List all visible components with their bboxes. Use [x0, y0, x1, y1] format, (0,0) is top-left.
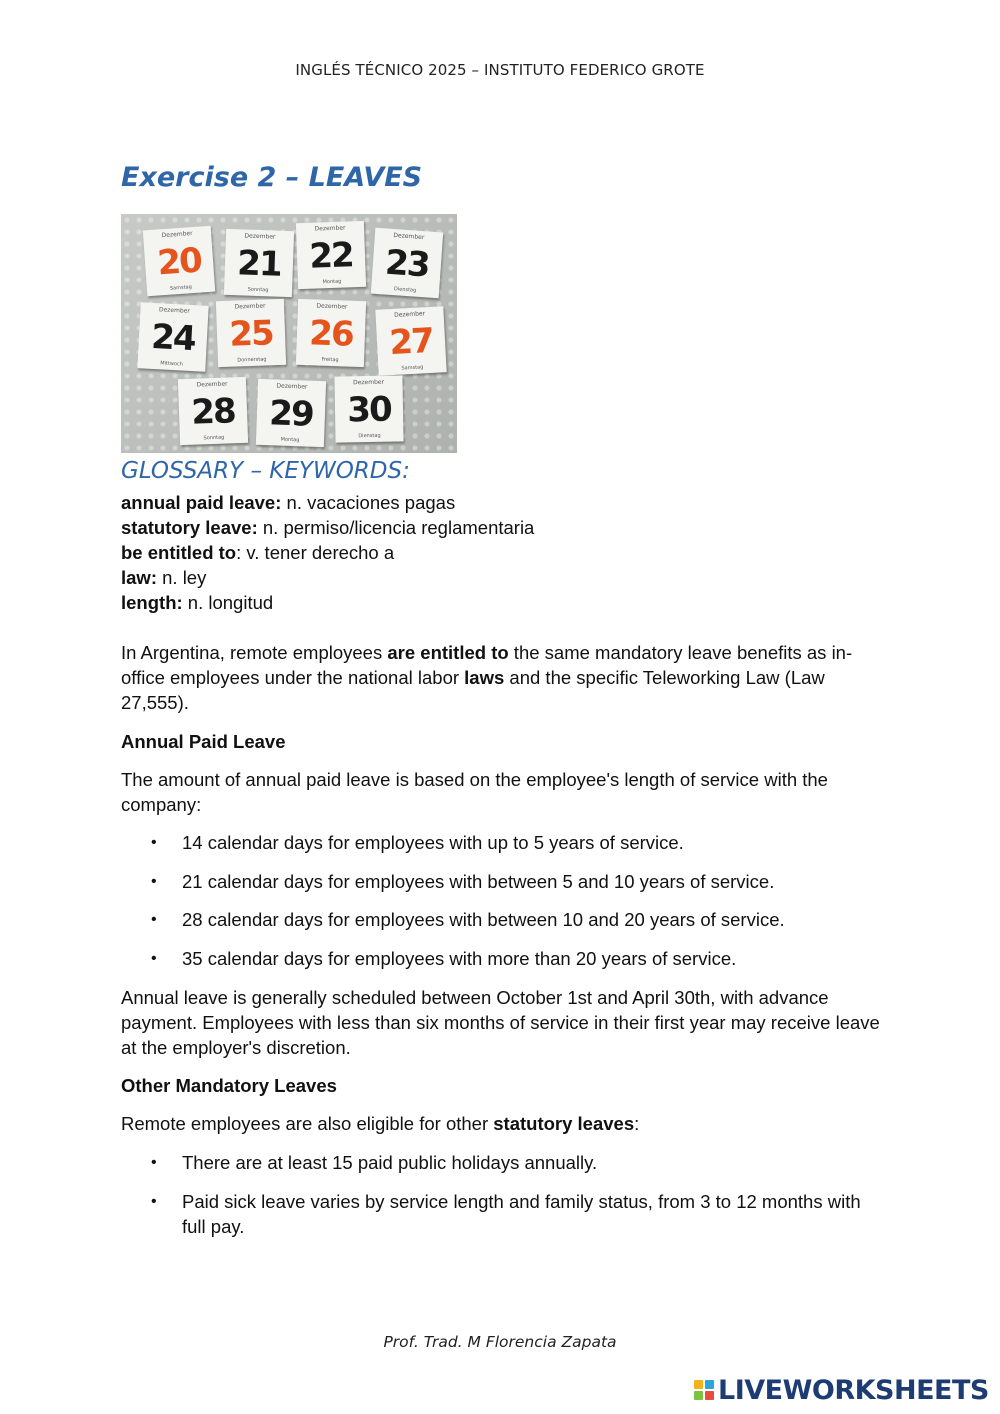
- calendar-sheet: [296, 299, 366, 367]
- calendar-sheet-weekday: Dienstag: [393, 286, 417, 294]
- logo-square: [694, 1391, 703, 1400]
- calendar-sheet-day: 29: [268, 393, 314, 435]
- calendar-sheet-day: 28: [190, 391, 236, 433]
- calendar-sheet-day: 30: [346, 389, 392, 431]
- calendar-sheet-weekday: Mittwoch: [160, 360, 184, 368]
- calendar-sheet-day: 27: [388, 320, 434, 364]
- calendar-photo: [121, 214, 457, 453]
- glossary-term: annual paid leave:: [121, 492, 282, 513]
- glossary-term: length:: [121, 592, 183, 613]
- logo-square: [694, 1380, 703, 1389]
- page-header: INGLÉS TÉCNICO 2025 – INSTITUTO FEDERICO GROTE: [295, 61, 705, 79]
- other-leaves-heading: Other Mandatory Leaves: [121, 1075, 337, 1096]
- calendar-sheet-month: Dezember: [244, 232, 276, 241]
- list-item: • 14 calendar days for employees with up to 5 years of service.: [121, 830, 881, 855]
- page-title: Exercise 2 – LEAVES: [121, 162, 423, 193]
- liveworksheets-brand[interactable]: [694, 1374, 989, 1406]
- calendar-sheet-month: Dezember: [393, 231, 425, 242]
- glossary-definition: n. vacaciones pagas: [281, 492, 456, 513]
- calendar-sheet-weekday: Samstag: [401, 364, 424, 372]
- glossary-term: be entitled to: [121, 542, 237, 563]
- annual-leave-intro: The amount of annual paid leave is based on the employee's length of service with the company:: [121, 769, 828, 815]
- intro-paragraph: [121, 640, 881, 715]
- calendar-sheet: [216, 299, 286, 367]
- calendar-sheet-month: Dezember: [276, 382, 308, 391]
- glossary-term: statutory leave:: [121, 517, 258, 538]
- glossary-definition: n. ley: [156, 567, 207, 588]
- glossary-list: [121, 490, 534, 615]
- calendar-sheet-weekday: Montag: [322, 278, 342, 286]
- calendar-sheet: [256, 379, 326, 447]
- calendar-sheet-weekday: Donnerstag: [237, 356, 267, 364]
- calendar-sheet-month: Dezember: [196, 380, 228, 389]
- glossary-item: [121, 590, 534, 615]
- calendar-sheet-weekday: Sonntag: [203, 434, 225, 442]
- calendar-sheet-weekday: Sonntag: [247, 286, 269, 294]
- calendar-sheet-day: 22: [308, 235, 354, 277]
- glossary-item: [121, 565, 534, 590]
- calendar-sheet-weekday: Montag: [280, 436, 300, 444]
- glossary-definition: n. permiso/licencia reglamentaria: [257, 517, 535, 538]
- calendar-sheet: [371, 228, 443, 299]
- glossary-term: law:: [121, 567, 157, 588]
- glossary-definition: : v. tener derecho a: [236, 542, 395, 563]
- calendar-sheet-day: 23: [383, 242, 430, 286]
- calendar-sheet: [178, 377, 248, 445]
- calendar-sheet: [224, 229, 294, 297]
- intro-text: the same mandatory leave benefits as in-office employees under the national labor: [121, 642, 853, 688]
- other-intro-text: :: [634, 1113, 640, 1134]
- calendar-sheet-month: Dezember: [393, 310, 426, 319]
- calendar-sheet-day: 25: [228, 313, 274, 355]
- intro-text: and the specific Teleworking Law (Law 27,555).: [121, 667, 825, 713]
- brand-name: LIVEWORKSHEETS: [718, 1374, 989, 1406]
- list-item: • There are at least 15 paid public holidays annually.: [121, 1150, 881, 1175]
- calendar-sheet-weekday: Samstag: [169, 284, 193, 292]
- other-intro-text: Remote employees are also eligible for other: [121, 1113, 494, 1134]
- calendar-sheet: [143, 226, 215, 297]
- list-item: • Paid sick leave varies by service length and family status, from 3 to 12 months with full pay.: [121, 1189, 881, 1239]
- other-intro-keyword: statutory leaves: [493, 1113, 635, 1134]
- list-item: • 35 calendar days for employees with more than 20 years of service.: [121, 946, 881, 971]
- logo-square: [705, 1391, 714, 1400]
- calendar-sheet-day: 24: [150, 316, 196, 360]
- list-item: • 21 calendar days for employees with between 5 and 10 years of service.: [121, 869, 881, 894]
- calendar-sheet-day: 26: [308, 313, 354, 355]
- calendar-sheet: [296, 221, 366, 289]
- calendar-sheet-weekday: Dienstag: [358, 432, 381, 440]
- calendar-sheet-month: Dezember: [316, 302, 348, 311]
- annual-leave-heading: Annual Paid Leave: [121, 731, 286, 752]
- glossary-item: [121, 490, 534, 515]
- calendar-sheet-day: 21: [236, 243, 282, 285]
- calendar-sheet: [375, 306, 446, 375]
- logo-square: [705, 1380, 714, 1389]
- calendar-sheet-weekday: Freitag: [321, 356, 339, 364]
- glossary-item: [121, 515, 534, 540]
- calendar-sheet: [334, 375, 403, 442]
- calendar-sheet-month: Dezember: [234, 302, 266, 311]
- other-leaves-list: [121, 1150, 881, 1252]
- intro-keyword: laws: [464, 667, 505, 688]
- calendar-sheet: [137, 302, 208, 371]
- calendar-sheet-month: Dezember: [314, 224, 346, 233]
- other-leaves-intro: [121, 1111, 881, 1136]
- calendar-sheet-month: Dezember: [158, 306, 191, 315]
- list-item: • 28 calendar days for employees with between 10 and 20 years of service.: [121, 907, 881, 932]
- calendar-sheet-month: Dezember: [161, 229, 193, 240]
- glossary-definition: n. longitud: [182, 592, 274, 613]
- calendar-sheet-month: Dezember: [352, 378, 385, 387]
- liveworksheets-logo-icon: [694, 1380, 714, 1400]
- calendar-sheet-day: 20: [156, 240, 203, 284]
- glossary-item: [121, 540, 534, 565]
- annual-leave-list: [121, 830, 881, 984]
- author-footer: Prof. Trad. M Florencia Zapata: [383, 1333, 617, 1351]
- annual-leave-closing: Annual leave is generally scheduled between October 1st and April 30th, with advance payment. Employees with less than six months of service in their first year may receive leave at the employer's discretion.: [121, 987, 880, 1058]
- intro-keyword: are entitled to: [387, 642, 509, 663]
- intro-text: In Argentina, remote employees: [121, 642, 388, 663]
- glossary-heading: GLOSSARY – KEYWORDS:: [121, 458, 410, 484]
